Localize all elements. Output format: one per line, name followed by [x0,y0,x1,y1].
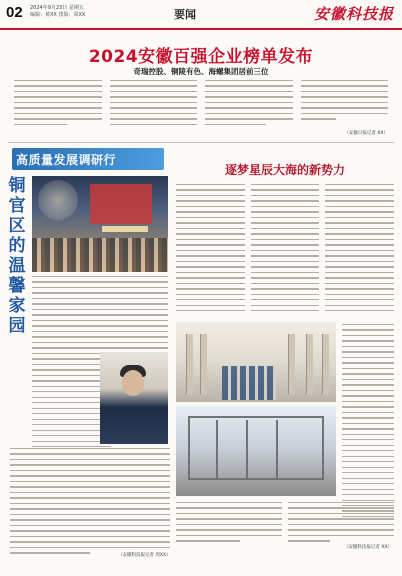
feature-right-body [176,184,394,316]
top-story-subheadline: 奇瑞控股、铜陵有色、海螺集团居前三位 [133,67,269,76]
feature-left-credit: （安徽科技报记者 周XX） [118,553,171,558]
editor-text: 编辑：黄XX 排版：周XX [30,12,86,18]
dateline [30,5,85,19]
date-text: 2024年9月23日 星期五 [30,5,84,11]
page-number: 02 [6,4,23,21]
text-column [205,80,293,138]
text-column [325,184,394,316]
feature-right-side-column [342,324,394,521]
masthead-logo: 安徽科技报 [313,5,394,23]
community-photo [32,176,168,272]
text-column [14,80,102,138]
feature-right-body-continued [176,502,394,546]
feature-banner-text: 高质量发展调研行 [16,153,117,167]
text-column [251,184,320,316]
divider [8,142,394,143]
person-portrait-photo [100,352,168,444]
feature-left-body-continued [10,448,170,558]
text-column [110,80,198,138]
feature-vertical-title: 铜官区的温馨家园 [8,176,26,336]
text-column [176,184,245,316]
top-story-credit: （安徽日报记者 XX） [344,131,388,136]
page-header [0,0,402,30]
top-story-body [14,80,388,138]
top-story-headline: 2024安徽百强企业榜单发布 [88,47,314,67]
text-column [288,502,394,546]
facility-photo [176,406,336,496]
factory-workers-photo [176,322,336,402]
feature-right-headline: 逐梦星辰大海的新势力 [224,163,345,177]
section-title: 要闻 [174,8,196,21]
text-column [176,502,282,546]
feature-right-credit: （安徽科技报记者 XX） [343,545,392,550]
